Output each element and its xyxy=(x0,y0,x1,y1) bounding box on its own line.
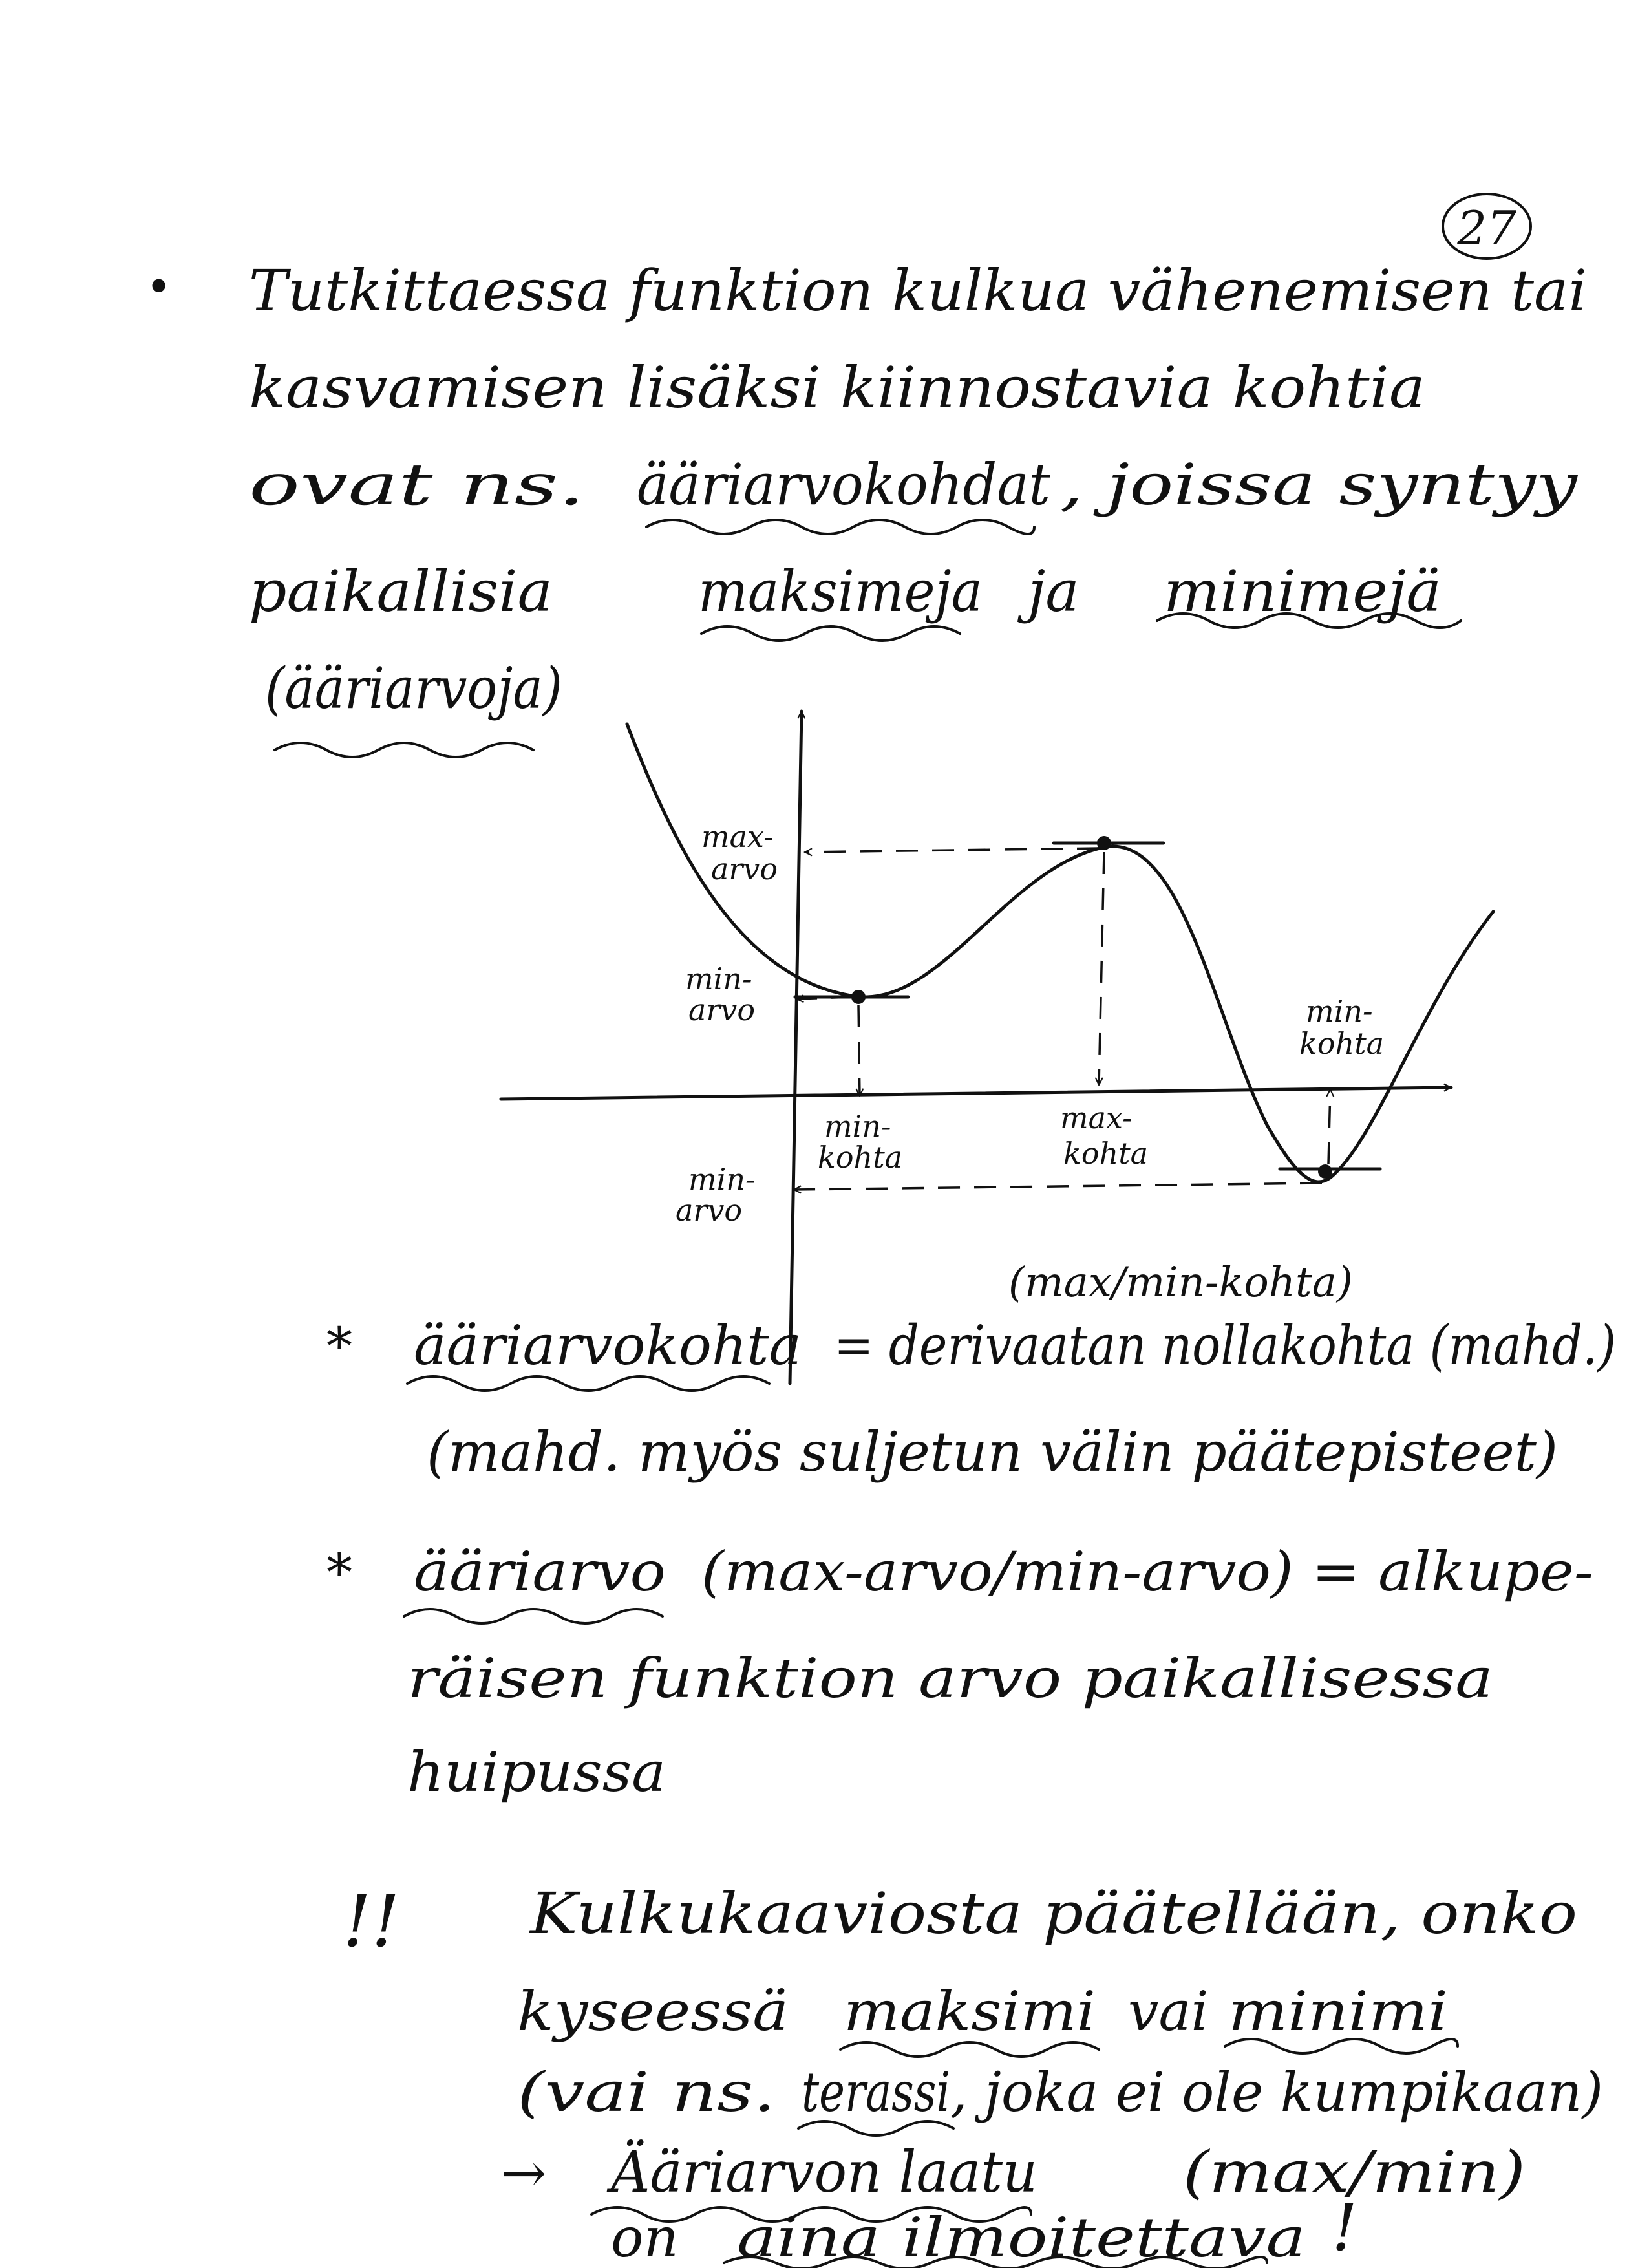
guide-min-point-right xyxy=(1328,1089,1330,1164)
exclamation-marks: !! xyxy=(343,1880,400,1963)
label-min-kohta-2: kohta xyxy=(818,1140,903,1175)
note-line-4-rest: (max/min) xyxy=(1183,2139,1526,2205)
underline-maksimi xyxy=(840,2042,1099,2057)
underline-aariarvokohta xyxy=(407,1376,769,1391)
underline-aariarvokohdat xyxy=(646,520,1034,534)
exclamation-mark: ! xyxy=(1332,2190,1358,2265)
term-terassi: terassi xyxy=(802,2060,950,2124)
intro-line-3a: ovat ns. xyxy=(249,451,585,518)
intro-line-3b: , joissa syntyy xyxy=(1060,451,1579,518)
x-axis xyxy=(501,1087,1451,1099)
label-min-kohta-1: min- xyxy=(824,1109,891,1144)
label-max-arvo-1: max- xyxy=(701,819,774,854)
note-max-min-kohta: (max/min-kohta) xyxy=(1008,1259,1353,1307)
note-line-1: Kulkukaaviosta päätellään, onko xyxy=(528,1880,1577,1947)
def2-line-3: huipussa xyxy=(407,1740,666,1804)
def1-rest: = derivaatan nollakohta (mahd.) xyxy=(834,1314,1616,1377)
arrow-icon: → xyxy=(501,2141,547,2205)
note-line-5a: on xyxy=(611,2206,679,2268)
label-min-kohta-right-2: kohta xyxy=(1299,1026,1385,1061)
star-2: * xyxy=(326,1543,352,1603)
intro-line-1: Tutkittaessa funktion kulkua vähenemisen tai xyxy=(249,257,1587,324)
term-minimi: minimi xyxy=(1228,1980,1448,2043)
underline-aariarvo xyxy=(404,1609,663,1623)
y-axis xyxy=(790,711,802,1384)
important-note xyxy=(343,1880,1603,2268)
page-number-badge xyxy=(1443,194,1531,259)
note-line-3b: , joka ei ole kumpikaan) xyxy=(950,2060,1603,2124)
point-local-min-right xyxy=(1318,1164,1332,1179)
intro-line-2: kasvamisen lisäksi kiinnostavia kohtia xyxy=(249,354,1425,421)
guide-max-value xyxy=(805,848,1099,852)
definitions xyxy=(326,1259,1616,1804)
point-local-max xyxy=(1097,836,1111,850)
word-vai: vai xyxy=(1128,1980,1209,2043)
label-max-arvo-2: arvo xyxy=(711,851,778,886)
star-1: * xyxy=(326,1316,352,1376)
def2-line-2: räisen funktion arvo paikallisessa xyxy=(407,1647,1493,1710)
label-max-kohta-2: kohta xyxy=(1063,1136,1149,1171)
bullet: • xyxy=(145,261,173,314)
label-min-kohta-right-1: min- xyxy=(1306,994,1373,1029)
label-min-arvo-lower-2: arvo xyxy=(676,1193,743,1228)
underline-aariarvoja xyxy=(275,743,533,757)
intro-line-5: (ääriarvoja) xyxy=(265,655,562,722)
guide-min-point xyxy=(858,1005,860,1096)
label-max-kohta-1: max- xyxy=(1060,1100,1133,1135)
term-maksimeja: maksimeja xyxy=(698,558,983,625)
underline-maksimeja xyxy=(701,626,960,641)
term-aariarvokohdat: ääriarvokohdat xyxy=(637,451,1051,518)
term-aina-ilmoitettava: aina ilmoitettava xyxy=(737,2206,1306,2268)
label-min-arvo-lower-1: min- xyxy=(688,1162,756,1197)
def1-line-2: (mahd. myös suljetun välin päätepisteet) xyxy=(427,1420,1558,1484)
point-local-min xyxy=(851,990,866,1004)
note-line-2a: kyseessä xyxy=(517,1980,789,2043)
term-aariarvokohta: ääriarvokohta xyxy=(414,1314,802,1377)
word-ja: ja xyxy=(1028,558,1080,625)
term-aariarvon-laatu: Ääriarvon laatu xyxy=(606,2139,1037,2205)
guide-min-value-lower xyxy=(794,1183,1322,1190)
intro-line-4a: paikallisia xyxy=(249,558,553,625)
note-line-3a: (vai ns. xyxy=(517,2060,776,2124)
term-aariarvo: ääriarvo xyxy=(414,1540,666,1603)
intro-paragraph xyxy=(145,257,1587,757)
guide-max-point xyxy=(1099,852,1104,1085)
page-number: 27 xyxy=(1457,201,1516,255)
label-min-arvo-upper-2: arvo xyxy=(688,992,756,1027)
term-maksimi: maksimi xyxy=(844,1980,1096,2043)
term-minimeja: minimejä xyxy=(1164,558,1442,625)
def2-rest: (max-arvo/min-arvo) = alkupe- xyxy=(701,1540,1593,1603)
label-min-arvo-upper-1: min- xyxy=(685,961,752,996)
